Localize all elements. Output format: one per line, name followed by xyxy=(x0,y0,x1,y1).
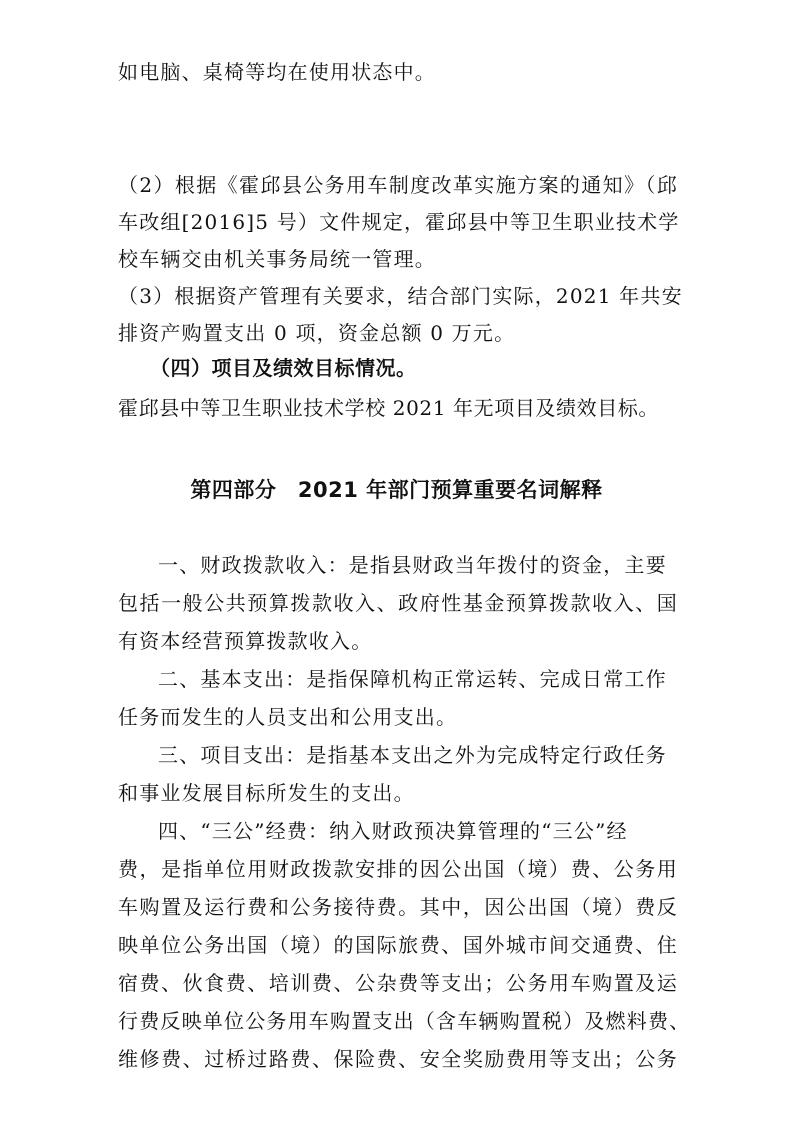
paragraph-line: 车改组[2016]5 号）文件规定，霍邱县中等卫生职业技术学 xyxy=(118,210,680,234)
term-line: 维修费、过桥过路费、保险费、安全奖励费用等支出；公务 xyxy=(118,1047,678,1071)
section-heading: （四）项目及绩效目标情况。 xyxy=(150,356,417,380)
paragraph-line: （2）根据《霍邱县公务用车制度改革实施方案的通知》（邱 xyxy=(118,173,678,197)
term-line: 四、“三公”经费：纳入财政预决算管理的“三公”经 xyxy=(158,819,628,843)
term-line: 三、项目支出：是指基本支出之外为完成特定行政任务 xyxy=(158,743,667,767)
term-line: 车购置及运行费和公务接待费。其中，因公出国（境）费反 xyxy=(118,895,678,919)
term-line: 有资本经营预算拨款收入。 xyxy=(118,629,373,653)
term-line: 宿费、伙食费、培训费、公杂费等支出；公务用车购置及运 xyxy=(118,971,678,995)
term-line: 一、财政拨款收入：是指县财政当年拨付的资金，主要 xyxy=(158,553,667,577)
term-line: 任务而发生的人员支出和公用支出。 xyxy=(118,705,458,729)
term-line: 费，是指单位用财政拨款安排的因公出国（境）费、公务用 xyxy=(118,857,678,881)
page-title: 第四部分 2021 年部门预算重要名词解释 xyxy=(190,478,603,502)
paragraph-line: 校车辆交由机关事务局统一管理。 xyxy=(118,247,436,271)
term-line: 和事业发展目标所发生的支出。 xyxy=(118,781,415,805)
term-line: 映单位公务出国（境）的国际旅费、国外城市间交通费、住 xyxy=(118,933,678,957)
term-line: 行费反映单位公务用车购置支出（含车辆购置税）及燃料费、 xyxy=(118,1009,691,1033)
paragraph-line: 如电脑、桌椅等均在使用状态中。 xyxy=(118,60,436,84)
paragraph-line: （3）根据资产管理有关要求，结合部门实际，2021 年共安 xyxy=(118,284,683,308)
term-line: 包括一般公共预算拨款收入、政府性基金预算拨款收入、国 xyxy=(118,591,678,615)
paragraph-line: 排资产购置支出 0 项，资金总额 0 万元。 xyxy=(118,321,516,345)
paragraph-line: 霍邱县中等卫生职业技术学校 2021 年无项目及绩效目标。 xyxy=(118,396,660,420)
term-line: 二、基本支出：是指保障机构正常运转、完成日常工作 xyxy=(158,667,667,691)
